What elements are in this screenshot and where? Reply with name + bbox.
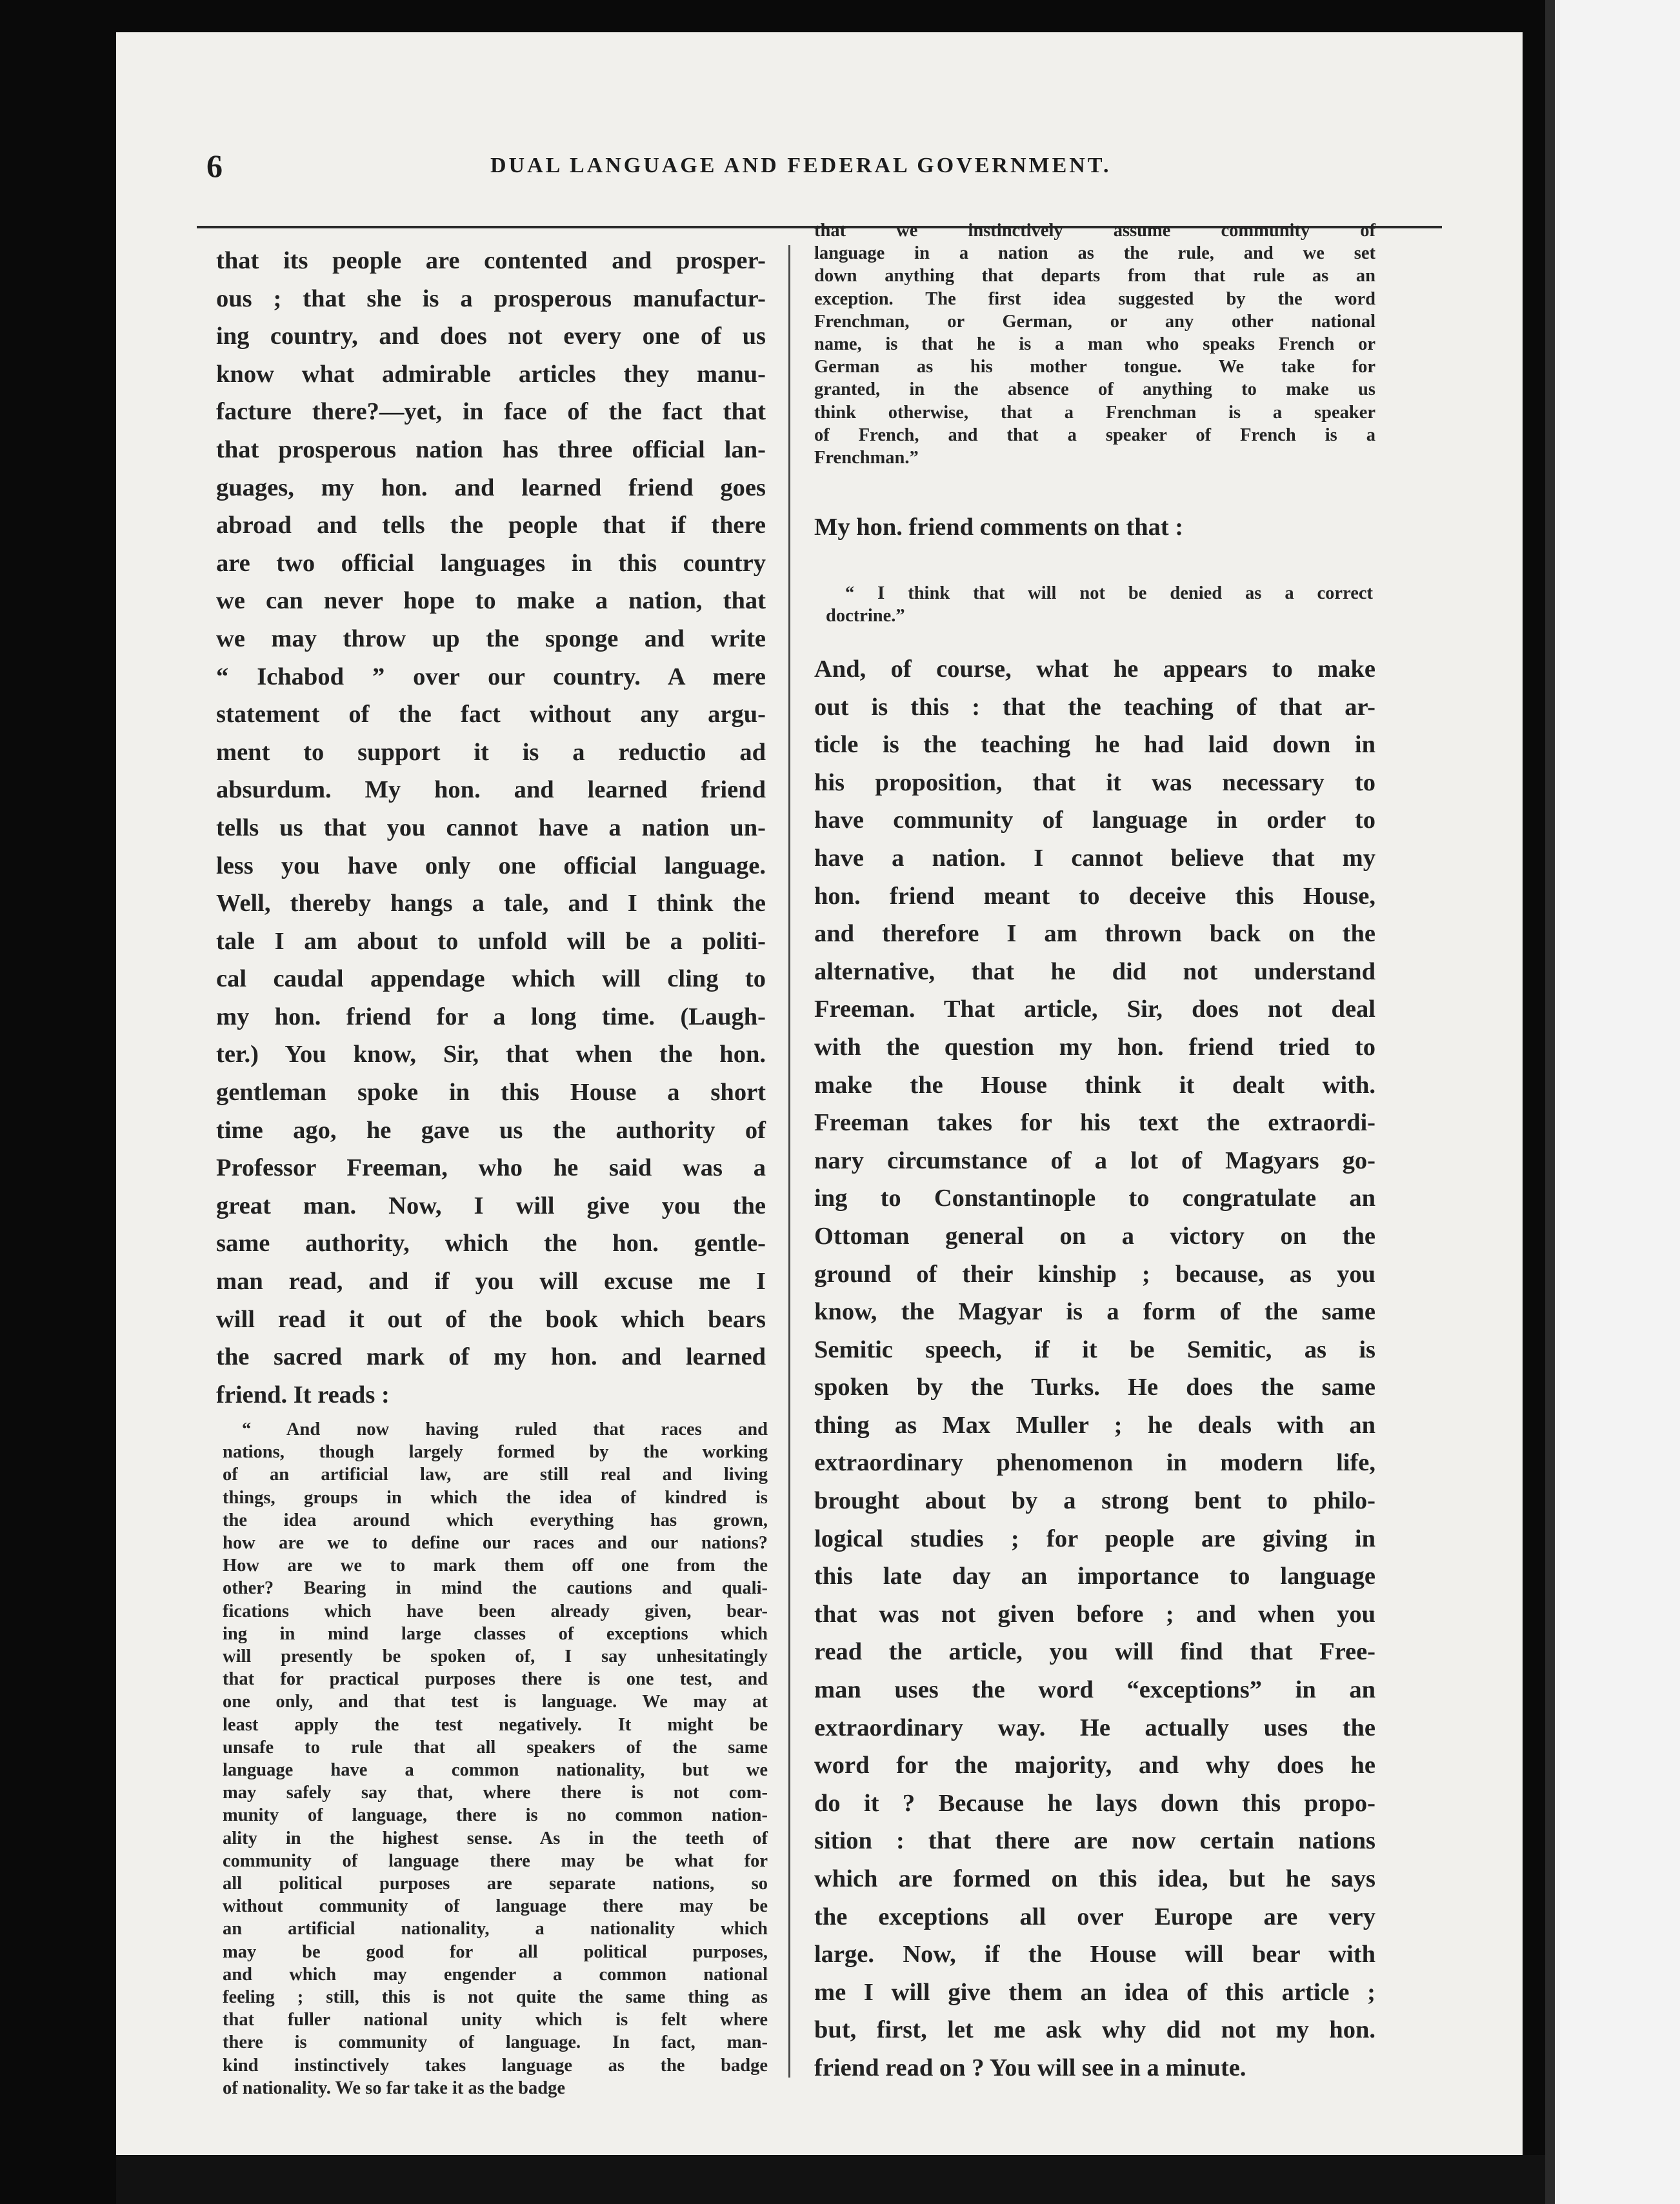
body-line: friend read on ? You will see in a minute. <box>814 2054 1246 2081</box>
body-line: gentleman spoke in this House a short <box>216 1079 766 1107</box>
body-line: great man. Now, I will give you the <box>216 1192 766 1219</box>
body-line: extraordinary phenomenon in modern life, <box>814 1449 1375 1477</box>
column-divider <box>788 245 790 2078</box>
quote-line: without community of language there may be <box>223 1896 768 1917</box>
quote-line: nations, though largely formed by the working <box>223 1442 768 1463</box>
quote-line: how are we to define our races and our nations? <box>223 1533 768 1554</box>
body-line: ing country, and does not every one of us <box>216 323 766 350</box>
body-line: and therefore I am thrown back on the <box>814 920 1375 948</box>
body-line: ous ; that she is a prosperous manufactur- <box>216 285 766 312</box>
body-line: ground of their kinship ; because, as you <box>814 1260 1375 1288</box>
quote-line: an artificial nationality, a nationality which <box>223 1919 768 1939</box>
body-line: And, of course, what he appears to make <box>814 656 1375 683</box>
quote-line: there is community of language. In fact, man- <box>223 2032 768 2053</box>
body-line: Well, thereby hangs a tale, and I think the <box>216 890 766 917</box>
body-line: nary circumstance of a lot of Magyars go- <box>814 1147 1375 1174</box>
quote-line: munity of language, there is no common nation- <box>223 1805 768 1826</box>
body-line: extraordinary way. He actually uses the <box>814 1714 1375 1741</box>
quote-line: ing in mind large classes of exceptions which <box>223 1623 768 1644</box>
quote-line: German as his mother tongue. We take for <box>814 357 1375 377</box>
body-line: with the question my hon. friend tried to <box>814 1033 1375 1061</box>
body-line: word for the majority, and why does he <box>814 1752 1375 1779</box>
body-line: have community of language in order to <box>814 806 1375 834</box>
quote-line: fications which have been already given, bear- <box>223 1601 768 1621</box>
body-line: but, first, let me ask why did not my hon. <box>814 2016 1375 2044</box>
scan-edge-shadow <box>1545 0 1555 2204</box>
left-column-body <box>216 242 766 1414</box>
scan-margin-bottom <box>116 2155 1545 2204</box>
body-line: logical studies ; for people are giving in <box>814 1525 1375 1552</box>
body-line: facture there?—yet, in face of the fact that <box>216 398 766 426</box>
paper-sheet <box>116 32 1523 2155</box>
quote-line: that for practical purposes there is one test, and <box>223 1669 768 1690</box>
body-line: man uses the word “exceptions” in an <box>814 1676 1375 1704</box>
body-line: thing as Max Muller ; he deals with an <box>814 1411 1375 1439</box>
quote-line: things, groups in which the idea of kindred is <box>223 1487 768 1508</box>
right-short-quote <box>826 582 1373 627</box>
body-line: tale I am about to unfold will be a politi- <box>216 927 766 955</box>
body-line: ticle is the teaching he had laid down in <box>814 731 1375 759</box>
body-line: will read it out of the book which bears <box>216 1305 766 1333</box>
quote-line: of French, and that a speaker of French is a <box>814 425 1375 445</box>
quote-line: granted, in the absence of anything to make us <box>814 379 1375 400</box>
page-number: 6 <box>206 148 223 184</box>
body-line: his proposition, that it was necessary to <box>814 768 1375 796</box>
comment-line <box>814 508 1375 546</box>
quote-line: language have a common nationality, but we <box>223 1760 768 1781</box>
body-line: know what admirable articles they manu- <box>216 360 766 388</box>
body-line: do it ? Because he lays down this propo- <box>814 1789 1375 1817</box>
quote-line: think otherwise, that a Frenchman is a speaker <box>814 402 1375 423</box>
body-line: cal caudal appendage which will cling to <box>216 965 766 993</box>
body-line: ment to support it is a reductio ad <box>216 738 766 766</box>
body-line: we can never hope to make a nation, that <box>216 587 766 615</box>
body-line: ing to Constantinople to congratulate an <box>814 1185 1375 1212</box>
body-line: alternative, that he did not understand <box>814 957 1375 985</box>
quote-line: may safely say that, where there is not com- <box>223 1783 768 1803</box>
quote-line: unsafe to rule that all speakers of the same <box>223 1737 768 1758</box>
quote-line: language in a nation as the rule, and we set <box>814 243 1375 264</box>
body-line: know, the Magyar is a form of the same <box>814 1298 1375 1326</box>
body-line: friend. It reads : <box>216 1381 390 1408</box>
body-line: less you have only one official language. <box>216 852 766 879</box>
quote-line: ality in the highest sense. As in the teeth of <box>223 1828 768 1848</box>
right-column-quote <box>814 219 1375 469</box>
quote-line: feeling ; still, this is not quite the same thing as <box>223 1987 768 2008</box>
quote-line: may be good for all political purposes, <box>223 1941 768 1962</box>
quote-line: other? Bearing in mind the cautions and quali- <box>223 1578 768 1599</box>
body-line: Freeman. That article, Sir, does not deal <box>814 996 1375 1023</box>
body-line: out is this : that the teaching of that ar- <box>814 693 1375 721</box>
quote-line: How are we to mark them off one from the <box>223 1556 768 1576</box>
quote-line: all political purposes are separate nations, so <box>223 1874 768 1894</box>
quote-line: and which may engender a common national <box>223 1964 768 1985</box>
body-line: spoken by the Turks. He does the same <box>814 1374 1375 1401</box>
body-line: tells us that you cannot have a nation un- <box>216 814 766 841</box>
quote-line: doctrine.” <box>826 606 905 626</box>
body-line: ter.) You know, Sir, that when the hon. <box>216 1041 766 1068</box>
quote-line: down anything that departs from that rule as an <box>814 266 1375 286</box>
quote-line: Frenchman, or German, or any other national <box>814 311 1375 332</box>
scan-margin-right <box>1555 0 1680 2204</box>
body-line: the sacred mark of my hon. and learned <box>216 1343 766 1371</box>
running-title: DUAL LANGUAGE AND FEDERAL GOVERNMENT. <box>490 154 1112 177</box>
quote-line: “ And now having ruled that races and <box>242 1419 768 1439</box>
quote-line: of nationality. We so far take it as the badge <box>223 2078 565 2098</box>
comment-text: My hon. friend comments on that : <box>814 514 1184 541</box>
quote-line: will presently be spoken of, I say unhesitatingly <box>223 1647 768 1667</box>
body-line: make the House think it dealt with. <box>814 1071 1375 1099</box>
body-line: the exceptions all over Europe are very <box>814 1903 1375 1930</box>
body-line: hon. friend meant to deceive this House, <box>814 882 1375 910</box>
body-line: abroad and tells the people that if there <box>216 512 766 539</box>
quote-line: Frenchman.” <box>814 448 919 468</box>
body-line: my hon. friend for a long time. (Laugh- <box>216 1003 766 1030</box>
quote-line: the idea around which everything has grown, <box>223 1510 768 1530</box>
body-line: same authority, which the hon. gentle- <box>216 1230 766 1257</box>
body-line: that its people are contented and prosper- <box>216 247 766 274</box>
quote-line: that fuller national unity which is felt where <box>223 2010 768 2030</box>
body-line: this late day an importance to language <box>814 1563 1375 1590</box>
body-line: sition : that there are now certain nations <box>814 1827 1375 1855</box>
quote-line: name, is that he is a man who speaks French or <box>814 334 1375 355</box>
body-line: have a nation. I cannot believe that my <box>814 844 1375 872</box>
right-column-body <box>814 650 1375 2087</box>
body-line: “ Ichabod ” over our country. A mere <box>216 663 766 690</box>
body-line: Semitic speech, if it be Semitic, as is <box>814 1336 1375 1363</box>
body-line: me I will give them an idea of this article ; <box>814 1978 1375 2006</box>
quote-line: one only, and that test is language. We may at <box>223 1692 768 1712</box>
body-line: guages, my hon. and learned friend goes <box>216 474 766 501</box>
quote-line: exception. The first idea suggested by the word <box>814 288 1375 309</box>
body-line: read the article, you will find that Free- <box>814 1638 1375 1666</box>
body-line: Professor Freeman, who he said was a <box>216 1154 766 1182</box>
quote-line: community of language there may be what for <box>223 1850 768 1871</box>
quote-line: least apply the test negatively. It might be <box>223 1714 768 1735</box>
quote-line: that we instinctively assume community of <box>814 221 1375 241</box>
body-line: we may throw up the sponge and write <box>216 625 766 652</box>
quote-line: of an artificial law, are still real and living <box>223 1465 768 1485</box>
body-line: Ottoman general on a victory on the <box>814 1222 1375 1250</box>
body-line: are two official languages in this country <box>216 549 766 577</box>
body-line: that was not given before ; and when you <box>814 1600 1375 1628</box>
quote-line: kind instinctively takes language as the badge <box>223 2055 768 2076</box>
body-line: statement of the fact without any argu- <box>216 701 766 728</box>
body-line: time ago, he gave us the authority of <box>216 1116 766 1144</box>
body-line: that prosperous nation has three official lan- <box>216 436 766 463</box>
body-line: large. Now, if the House will bear with <box>814 1941 1375 1969</box>
body-line: absurdum. My hon. and learned friend <box>216 776 766 804</box>
body-line: man read, and if you will excuse me I <box>216 1268 766 1296</box>
quote-line: “ I think that will not be denied as a correct <box>845 583 1373 603</box>
body-line: which are formed on this idea, but he says <box>814 1865 1375 1892</box>
body-line: Freeman takes for his text the extraordi- <box>814 1109 1375 1137</box>
left-column-quote <box>223 1418 768 2099</box>
body-line: brought about by a strong bent to philo- <box>814 1487 1375 1515</box>
